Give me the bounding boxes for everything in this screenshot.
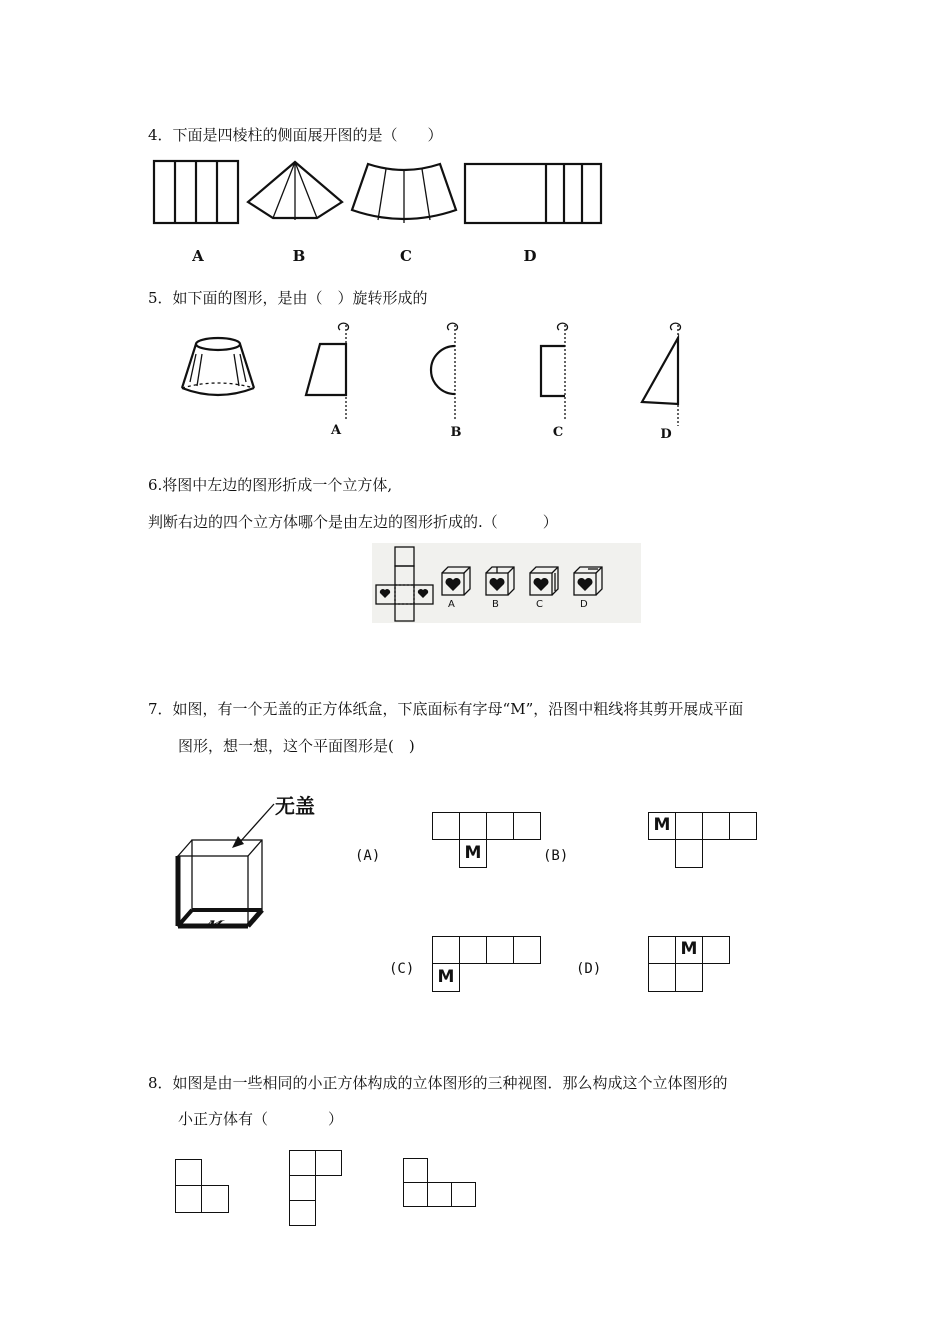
q5-option-b-figure: [418, 320, 478, 420]
q4-label-d: D: [523, 247, 537, 265]
q4-option-a-figure: [150, 158, 245, 228]
q7-option-a-net: [432, 812, 544, 870]
q7-option-b-net: [648, 812, 760, 870]
q7-option-c-net: [432, 936, 544, 994]
q4-option-c-figure: [348, 158, 458, 228]
q6-line2: 判断右边的四个立方体哪个是由左边的图形折成的.（ ）: [148, 513, 558, 531]
q6-line1: 6.将图中左边的图形折成一个立方体,: [148, 476, 393, 494]
q7-option-c-label: (C): [389, 961, 415, 977]
q7-line1: 7．如图，有一个无盖的正方体纸盒，下底面标有字母“M”，沿图中粗线将其剪开展成平面: [148, 700, 744, 718]
front-view: [175, 1159, 231, 1215]
q5-option-a-figure: [300, 320, 360, 420]
q4-option-b-figure: [245, 158, 345, 228]
q6-label-c: C: [536, 599, 543, 610]
q5-text: 5．如下面的图形，是由（ ）旋转形成的: [148, 289, 428, 307]
top-view: [403, 1158, 477, 1208]
q4-label-b: B: [292, 247, 306, 265]
cube-d-figure: [574, 567, 602, 595]
q8-line1: 8．如图是由一些相同的小正方体构成的立体图形的三种视图．那么构成这个立体图形的: [148, 1074, 728, 1092]
q4-option-d-figure: [462, 158, 607, 228]
no-lid-callout: 无盖: [275, 794, 315, 818]
q7-option-d-net: [648, 936, 732, 994]
q5-option-d-figure: [635, 320, 695, 430]
q7-option-a-m-letter: M: [464, 843, 482, 863]
cube-net-figure: [372, 543, 641, 623]
q7-option-d-label: (D): [576, 961, 602, 977]
q7-line2: 图形，想一想，这个平面图形是( ): [178, 737, 415, 755]
q4-text: 4．下面是四棱柱的侧面展开图的是（ ）: [148, 126, 443, 144]
cube-a-figure: [442, 567, 470, 595]
q7-option-d-m-letter: M: [680, 939, 698, 959]
q7-option-b-m-letter: M: [653, 815, 671, 835]
cube-b-figure: [486, 567, 514, 595]
side-view: [289, 1150, 343, 1228]
q5-label-d: D: [660, 427, 672, 442]
q7-option-b-label: (B): [543, 848, 569, 864]
open-box-figure: [170, 790, 280, 930]
q4-label-c: C: [400, 247, 412, 265]
q8-line2: 小正方体有（ ）: [178, 1110, 344, 1128]
box-bottom-letter: M: [202, 919, 226, 929]
q5-option-c-figure: [530, 320, 590, 420]
q5-label-b: B: [450, 425, 462, 440]
q6-label-b: B: [492, 599, 499, 610]
q7-option-a-label: (A): [355, 848, 381, 864]
q6-label-a: A: [448, 599, 455, 610]
q7-option-c-m-letter: M: [437, 967, 455, 987]
frustum-figure: [178, 330, 258, 405]
cube-c-figure: [530, 567, 558, 595]
q5-label-a: A: [330, 423, 342, 438]
q4-label-a: A: [192, 247, 204, 265]
q6-label-d: D: [580, 599, 588, 610]
q6-cube-net-image: [372, 543, 641, 623]
q5-label-c: C: [552, 425, 564, 440]
